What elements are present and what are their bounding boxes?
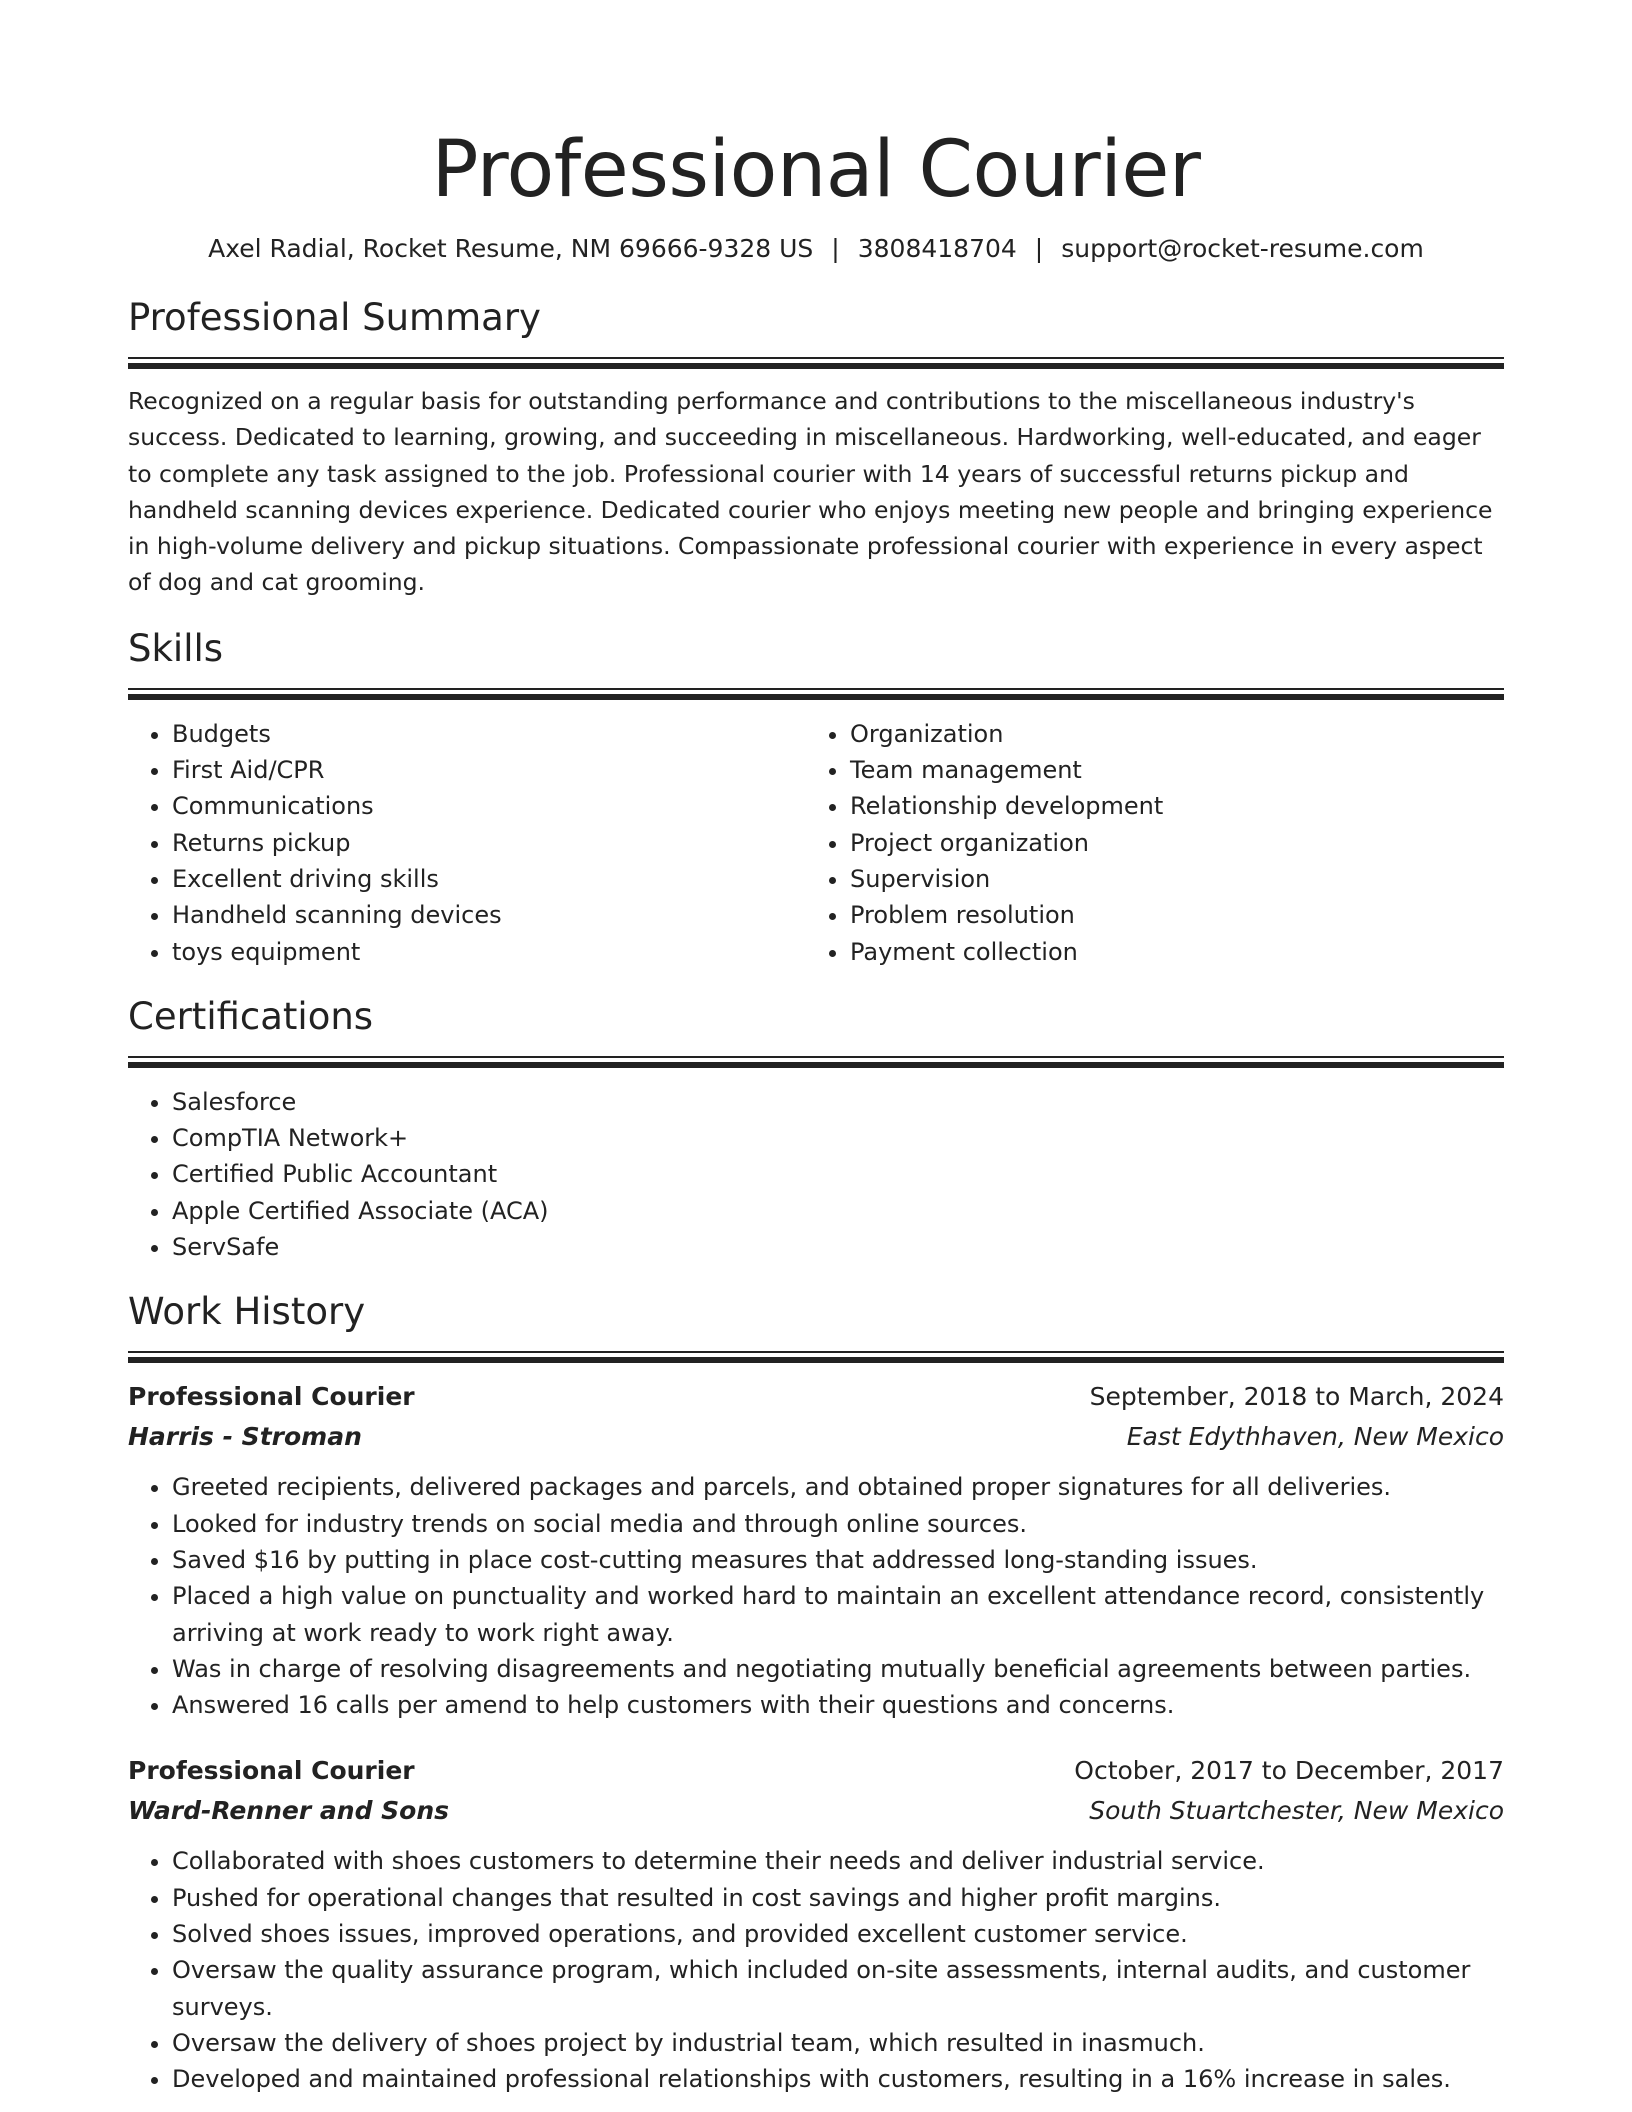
job-duties-list: [128, 1469, 1504, 1723]
job-duties-list: [128, 1843, 1504, 2097]
job-title: Professional Courier: [128, 1756, 415, 1786]
contact-phone: 3808418704: [857, 234, 1017, 263]
section-divider: [128, 1351, 1504, 1363]
certification-item: • CompTIA Network+: [172, 1120, 1504, 1156]
skill-item: • Organization: [850, 716, 1484, 752]
skill-item: • Communications: [172, 788, 806, 824]
skill-item: • First Aid/CPR: [172, 752, 806, 788]
skill-item: • Budgets: [172, 716, 806, 752]
skills-section: [128, 624, 1504, 970]
job-location: East Edythhaven, New Mexico: [1126, 1422, 1504, 1452]
job-duty-item: • Pushed for operational changes that resulted in cost savings and higher profit margins.: [172, 1880, 1504, 1916]
contact-separator: |: [1034, 234, 1044, 263]
work-history-section: [128, 1287, 1504, 2097]
skill-item: • toys equipment: [172, 934, 806, 970]
contact-line: [128, 232, 1504, 266]
job-duty-item: • Looked for industry trends on social media and through online sources.: [172, 1506, 1504, 1542]
skill-item: • Team management: [850, 752, 1484, 788]
resume-name: Professional Courier: [431, 125, 1201, 215]
resume-page: [128, 0, 1504, 2098]
skills-column-left: [128, 716, 806, 970]
summary-heading: Professional Summary: [128, 296, 541, 339]
certification-item: • Apple Certified Associate (ACA): [172, 1193, 1504, 1229]
job-duty-item: • Was in charge of resolving disagreements and negotiating mutually beneficial agreements between parties.: [172, 1651, 1504, 1687]
skills-list-right: [806, 716, 1484, 970]
job-employer: Ward-Renner and Sons: [128, 1796, 450, 1826]
job-employer: Harris - Stroman: [128, 1422, 362, 1452]
skills-columns: [128, 716, 1504, 970]
skill-item: • Payment collection: [850, 934, 1484, 970]
certification-item: • ServSafe: [172, 1229, 1504, 1265]
section-divider: [128, 688, 1504, 700]
job-dates: September, 2018 to March, 2024: [1089, 1382, 1504, 1412]
job-duty-item: • Oversaw the quality assurance program, which included on-site assessments, internal audits, and customer surveys.: [172, 1952, 1504, 2025]
section-divider: [128, 1056, 1504, 1068]
skill-item: • Supervision: [850, 861, 1484, 897]
skill-item: • Relationship development: [850, 788, 1484, 824]
certifications-section: [128, 992, 1504, 1265]
job-duty-item: • Greeted recipients, delivered packages and parcels, and obtained proper signatures for all deliveries.: [172, 1469, 1504, 1505]
job-duty-item: • Answered 16 calls per amend to help customers with their questions and concerns.: [172, 1687, 1504, 1723]
job-location: South Stuartchester, New Mexico: [1089, 1796, 1504, 1826]
job-duty-item: • Collaborated with shoes customers to determine their needs and deliver industrial service.: [172, 1843, 1504, 1879]
job-dates: October, 2017 to December, 2017: [1074, 1756, 1504, 1786]
contact-address: Axel Radial, Rocket Resume, NM 69666-9328 US: [208, 234, 814, 263]
contact-email[interactable]: support@rocket-resume.com: [1061, 234, 1424, 263]
certification-item: • Salesforce: [172, 1084, 1504, 1120]
skills-column-right: [806, 716, 1484, 970]
job-subheader-row: [128, 1791, 1504, 1831]
skill-item: • Excellent driving skills: [172, 861, 806, 897]
job-duty-item: • Solved shoes issues, improved operations, and provided excellent customer service.: [172, 1916, 1504, 1952]
summary-paragraph: Recognized on a regular basis for outstanding performance and contributions to the miscellaneous industry's success. Dedicated to learning, growing, and succeeding in miscellaneous. Hardworking, well-educated, and eager to complete any task assigned to the job. Professional courier with 14 years of successful returns pickup and handheld scanning devices experience. Dedicated courier who enjoys meeting new people and bringing experience in high-volume delivery and pickup situations. Compassionate professional courier with experience in every aspect of dog and cat grooming.: [128, 387, 1493, 597]
skill-item: • Project organization: [850, 825, 1484, 861]
certifications-heading: Certifications: [128, 994, 374, 1038]
job-entry: [128, 1377, 1504, 1723]
work-history-heading: Work History: [128, 1290, 366, 1334]
job-duty-item: • Oversaw the delivery of shoes project by industrial team, which resulted in inasmuch.: [172, 2025, 1504, 2061]
skills-list-left: [128, 716, 806, 970]
job-title: Professional Courier: [128, 1382, 415, 1412]
skills-heading: Skills: [128, 626, 224, 670]
summary-section: [128, 293, 1504, 601]
job-duty-item: • Developed and maintained professional relationships with customers, resulting in a 16% increase in sales.: [172, 2061, 1504, 2097]
skill-item: • Problem resolution: [850, 897, 1484, 933]
job-subheader-row: [128, 1417, 1504, 1457]
job-duty-item: • Placed a high value on punctuality and worked hard to maintain an excellent attendance record, consistently arriving at work ready to work right away.: [172, 1578, 1504, 1651]
job-entry: [128, 1751, 1504, 2097]
skill-item: • Handheld scanning devices: [172, 897, 806, 933]
certifications-list: [128, 1084, 1504, 1265]
contact-separator: |: [831, 234, 840, 263]
certification-item: • Certified Public Accountant: [172, 1156, 1504, 1192]
job-header-row: [128, 1377, 1504, 1417]
section-divider: [128, 357, 1504, 369]
skill-item: • Returns pickup: [172, 825, 806, 861]
job-duty-item: • Saved $16 by putting in place cost-cutting measures that addressed long-standing issues.: [172, 1542, 1504, 1578]
job-header-row: [128, 1751, 1504, 1791]
